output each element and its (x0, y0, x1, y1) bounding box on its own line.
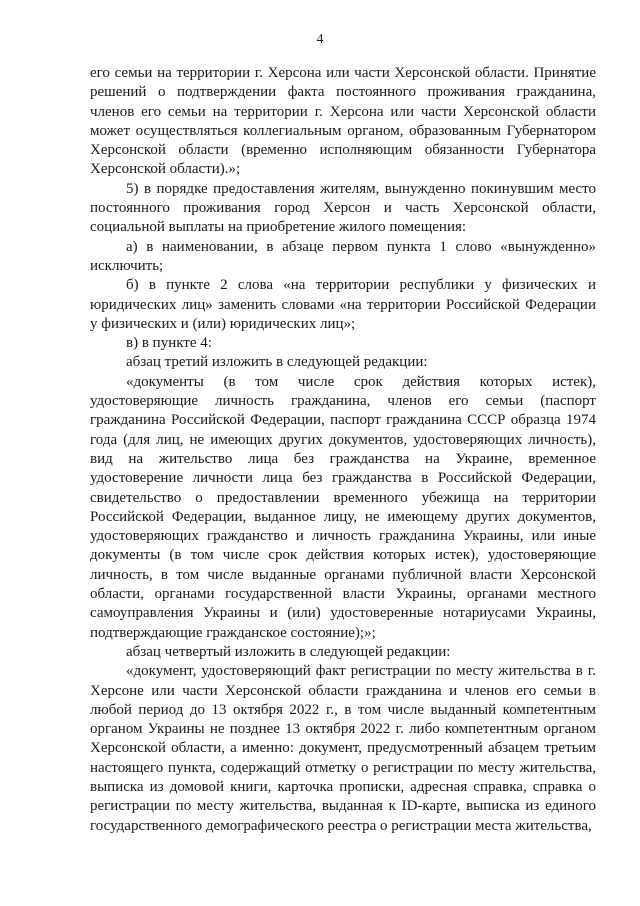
paragraph-item-5: 5) в порядке предоставления жителям, вынужденно покинувшим место постоянного проживания город Херсон и часть Херсонской области, социальной выплаты на приобретение жилого помещения: (90, 180, 596, 236)
paragraph-third-abzac: абзац третий изложить в следующей редакции: (126, 354, 428, 371)
paragraph-1-continuation: его семьи на территории г. Херсона или части Херсонской области. Принятие решений о подтверждении факта постоянного проживания гражданина, членов его семьи на территории г. Херсона или части Херсонской области может осуществляться коллегиальным органом, образованным Губернатором Херсонской области (временно исполняющим обязанности Губернатора Херсонской области).»; (90, 65, 596, 178)
page-number: 4 (316, 32, 324, 47)
body-text (90, 64, 596, 836)
paragraph-item-5v: в) в пункте 4: (126, 335, 212, 352)
paragraph-fourth-abzac: абзац четвертый изложить в следующей редакции: (126, 643, 451, 660)
paragraph-item-5b: б) в пункте 2 слова «на территории республики у физических и юридических лиц» заменить словами «на территории Российской Федерации у физических и (или) юридических лиц»; (90, 277, 596, 332)
paragraph-item-5a: а) в наименовании, в абзаце первом пункта 1 слово «вынужденно» исключить; (90, 238, 596, 274)
paragraph-registration-quote: «документ, удостоверяющий факт регистрации по месту жительства в г. Херсоне или части Херсонской области гражданина и членов его семьи в любой период до 13 октября 2022 г., в том числе выданный компетентным органом Украины не позднее 13 октября 2022 г. либо компетентным органом Херсонской области, а именно: документ, предусмотренный абзацем третьим настоящего пункта, содержащий отметку о регистрации по месту жительства, выписка из домовой книги, карточка прописки, адресная справка, справка о регистрации по месту жительства, выданная к ID-карте, выписка из единого государственного демографического реестра о регистрации места жительства, (90, 663, 596, 834)
paragraph-documents-quote: «документы (в том числе срок действия которых истек), удостоверяющие личность гражданина, членов его семьи (паспорт гражданина Российской Федерации, паспорт гражданина СССР образца 1974 года (для лиц, не имеющих других документов, удостоверяющих личность), вид на жительство лица без гражданства на Украине, временное удостоверение личности лица без гражданства в Российской Федерации, свидетельство о предоставлении временного убежища на территории Российской Федерации, выданное лицу, не имеющему других документов, удостоверяющих гражданство и личность гражданина Украины, или иные документы (в том числе срок действия которых истек), удостоверяющие личность, в том числе выданные органами публичной власти Херсонской области, органами государственной власти Украины, органами местного самоуправления Украины и (или) удостоверенные нотариусами Украины, подтверждающие гражданское состояние);»; (90, 373, 596, 641)
